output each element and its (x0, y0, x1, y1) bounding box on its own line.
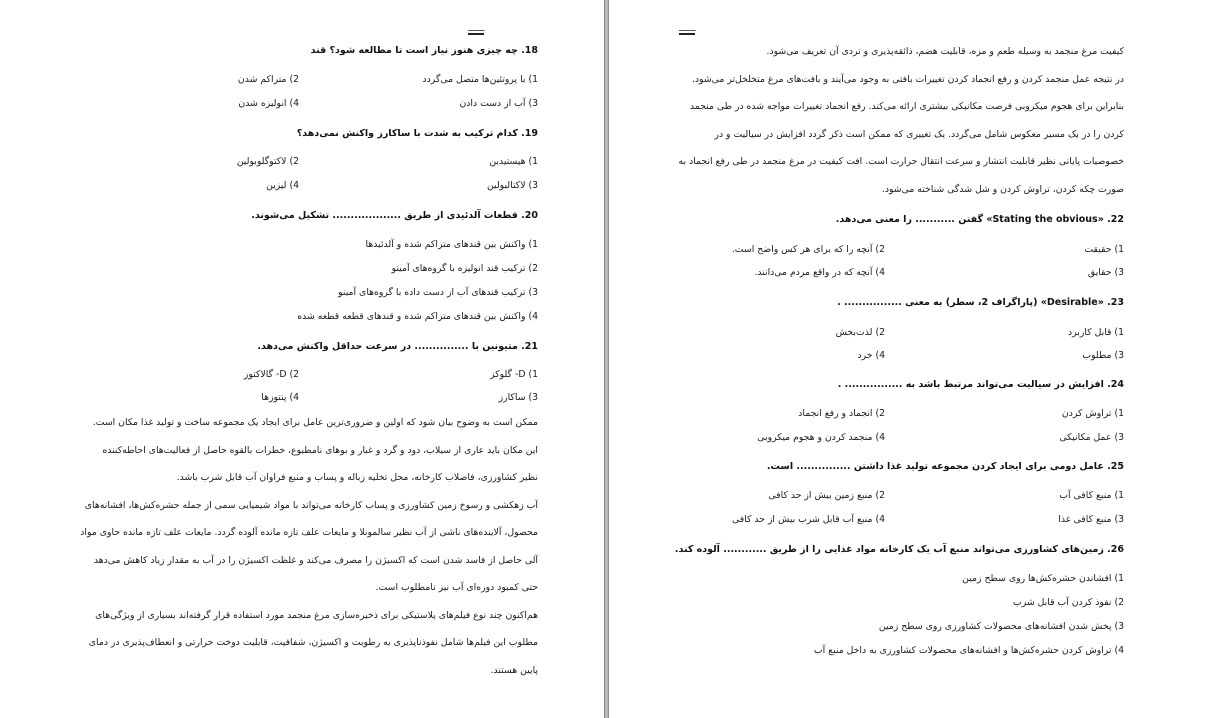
page-header-mark: ـــــــ (468, 24, 485, 33)
option-25-3: 3) منبع کافی غذا (1058, 514, 1124, 525)
question-23: 23. «Desirable» (پاراگراف 2، سطر) به معنی ................ . (837, 297, 1124, 308)
option-21-3: 3) ساکارز (498, 392, 538, 403)
passage-line: ممکن است به وضوح بیان شود که اولین و ضروری‌ترین عامل برای ایجاد یک مجموعه ساخت و تولید غذا مکان است. (92, 417, 538, 428)
option-26-4: 4) تراوش کردن حشره‌کش‌ها و افشانه‌های محصولات کشاورزی به داخل منبع آب (813, 645, 1124, 656)
passage-line: پایین هستند. (490, 664, 538, 676)
passage-line: بنابراین برای هجوم میکروبی فرصت مکانیکی بیشتری ارائه می‌کند. رفع انجماد تغییرات مواجه شده در طی منجمد (689, 101, 1124, 112)
passage-line: آب زهکشی و رسوخ زمین کشاورزی و پساب کارخانه می‌تواند با مواد شیمیایی سمی از جمله حشره‌کش‌ها، افشانه‌های (84, 499, 538, 511)
passage-line: نظیر کشاورزی، فاضلاب کارخانه، محل تخلیه زباله و پساب و منبع فراوان آب قابل شرب باشد. (176, 472, 538, 483)
option-19-2: 2) لاکتوگلوبولین (236, 156, 299, 167)
passage-line: کیفیت مرغ منجمد به وسیله طعم و مزه، قابلیت هضم، ذائقه‌پذیری و تردی آن تعریف می‌شود. (766, 46, 1124, 57)
passage-line: مطلوب این فیلم‌ها شامل نفوذناپذیری به رطوبت و اکسیژن، شفافیت، قابلیت دوخت حرارتی و انعطاف‌پذیری در دمای (88, 637, 538, 648)
passage-line: محصول، آلاینده‌های ناشی از آب نظیر سالمونلا و مایعات علف تازه مانده آلوده گردد. مایعات علف تازه مانده حاوی مواد (80, 527, 538, 538)
option-25-2: 2) منبع زمین بیش از حد کافی (768, 490, 885, 501)
passage-line: آلی حاصل از فاسد شدن است که اکسیژن را مصرف می‌کند و غلظت اکسیژن را در آب به مقدار زیاد کاهش می‌دهد (93, 554, 538, 566)
option-26-3: 3) پخش شدن افشانه‌های محصولات کشاورزی روی سطح زمین (878, 621, 1124, 632)
option-23-2: 2) لذت‌بخش (835, 327, 885, 338)
option-22-4: 4) آنچه که در واقع مردم می‌دانند. (754, 267, 885, 278)
option-22-1: 1) حقیقت (1084, 244, 1124, 255)
option-18-4: 4) انولیزه شدن (238, 98, 299, 109)
passage-line: کردن را در یک مسیر معکوس شامل می‌گردد. یک تغییری که ممکن است ذکر گردد افزایش در سیالیت و در (714, 128, 1124, 140)
option-21-2: 2) D- گالاکتوز (243, 369, 299, 380)
option-20-4: 4) واکنش بین قندهای متراکم شده و قندهای قطعه قطعه شده (297, 311, 538, 322)
option-22-3: 3) حقایق (1087, 267, 1124, 278)
option-23-4: 4) خرد (857, 350, 885, 361)
option-19-1: 1) هیستیدین (489, 156, 538, 167)
option-24-2: 2) انجماد و رفع انجماد (798, 408, 885, 419)
option-25-4: 4) منبع آب قابل شرب بیش از حد کافی (731, 514, 885, 525)
option-25-1: 1) منبع کافی آب (1059, 490, 1124, 501)
left-page (0, 0, 604, 718)
passage-line: در نتیجه عمل منجمد کردن و رفع انجماد کردن تغییرات بافتی به وجود می‌آیند و بافت‌های مرغ متخلخل‌تر می‌شود. (691, 73, 1124, 85)
option-24-1: 1) تراوش کردن (1061, 408, 1124, 419)
question-20: 20. قطعات آلدئیدی از طریق ................... تشکیل می‌شوند. (251, 210, 538, 221)
option-20-2: 2) ترکیب قند انولیزه با گروه‌های آمینو (391, 263, 538, 274)
passage-line: این مکان باید عاری از سیلاب، دود و گرد و غبار و بوهای نامطبوع، خطرات بالقوه حاصل از فعالیت‌های احاطه‌کننده (102, 444, 538, 456)
option-22-2: 2) آنچه را که برای هر کس واضح است. (731, 244, 885, 255)
passage-left (68, 409, 538, 684)
question-25: 25. عامل دومی برای ایجاد کردن مجموعه تولید غذا داشتن ............... است. (766, 461, 1124, 472)
option-18-1: 1) با پروتئین‌ها متصل می‌گردد (422, 74, 538, 85)
passage-right (676, 38, 1124, 203)
option-24-4: 4) منجمد کردن و هجوم میکروبی (757, 432, 885, 443)
option-20-3: 3) ترکیب قندهای آب از دست داده با گروه‌های آمینو (338, 287, 538, 298)
option-26-2: 2) نفوذ کردن آب قابل شرب (1013, 597, 1124, 608)
option-26-1: 1) افشاندن حشره‌کش‌ها روی سطح زمین (962, 573, 1124, 584)
page-header-mark: ـــــــ (679, 24, 696, 33)
option-21-1: 1) D- گلوکز (490, 369, 538, 380)
option-24-3: 3) عمل مکانیکی (1059, 432, 1124, 443)
question-22: 22. «Stating the obvious» گفتن ........... را معنی می‌دهد. (835, 214, 1124, 225)
right-page (609, 0, 1221, 718)
passage-line: هم‌اکنون چند نوع فیلم‌های پلاستیکی برای ذخیره‌سازی مرغ منجمد مورد استفاده قرار گرفته‌اند بسیاری از ویژگی‌های (95, 609, 538, 621)
option-18-2: 2) متراکم شدن (237, 74, 299, 85)
option-23-1: 1) قابل کاربرد (1068, 327, 1124, 338)
passage-line: حتی کمبود دوره‌ای آب نیز نامطلوب است. (375, 582, 538, 593)
option-19-4: 4) لیزین (266, 180, 299, 191)
passage-line: خصوصیات پایانی نظیر قابلیت انتشار و سرعت انتقال حرارت است. افت کیفیت در مرغ منجمد در طی رفع انجماد به (678, 156, 1124, 167)
option-23-3: 3) مطلوب (1082, 350, 1124, 361)
question-21: 21. متیونین با ............... در سرعت حداقل واکنش می‌دهد. (257, 341, 538, 352)
passage-line: صورت چکه کردن، تراوش کردن و شل شدگی شناخته می‌شود. (881, 183, 1124, 195)
question-19: 19. کدام ترکیب به شدت با ساکارز واکنش نمی‌دهد؟ (296, 128, 538, 139)
option-19-3: 3) لاکتالبولین (486, 180, 538, 191)
option-18-3: 3) آب از دست دادن (459, 98, 538, 109)
option-21-4: 4) پنتوزها (261, 392, 299, 403)
question-18: 18. چه چیزی هنوز نیاز است تا مطالعه شود؟ قند (310, 45, 538, 56)
option-20-1: 1) واکنش بین قندهای متراکم شده و آلدئیدها (365, 239, 538, 250)
question-24: 24. افزایش در سیالیت می‌تواند مرتبط باشد به ................ . (837, 379, 1124, 390)
question-26: 26. زمین‌های کشاورزی می‌تواند منبع آب یک کارخانه مواد غذایی را از طریق ............ آلوده کند. (674, 544, 1124, 555)
